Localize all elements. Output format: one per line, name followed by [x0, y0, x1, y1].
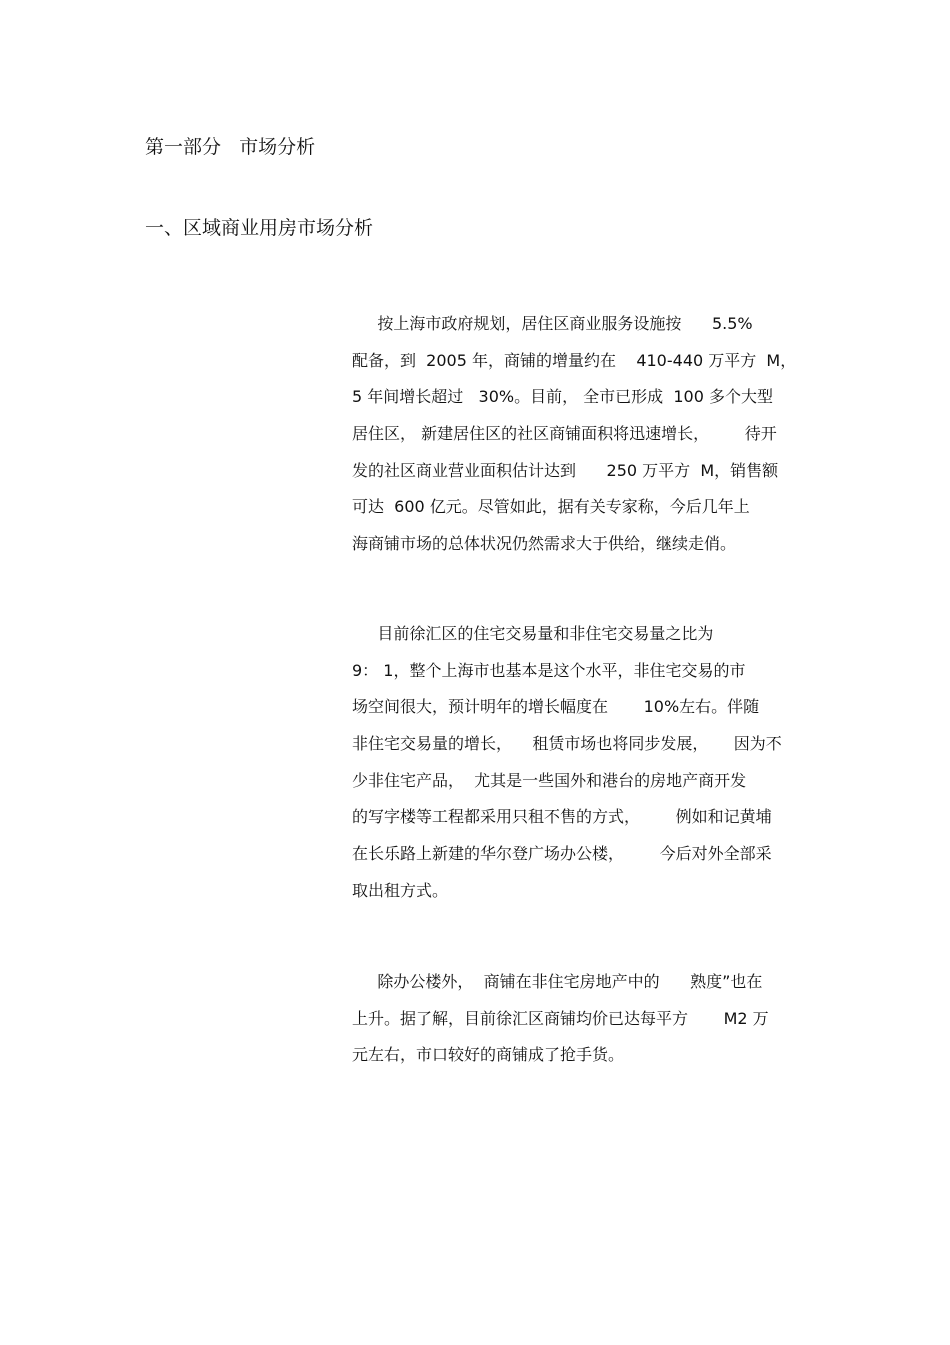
- paragraph-line: 发的社区商业营业面积估计达到 250 万平方 M，销售额: [352, 460, 779, 480]
- part-title: 第一部分 市场分析: [145, 136, 316, 158]
- section-title: 一、区域商业用房市场分析: [145, 217, 374, 239]
- paragraph-line: 场空间很大，预计明年的增长幅度在 10%左右。伴随: [352, 697, 760, 717]
- paragraph-line: 目前徐汇区的住宅交易量和非住宅交易量之比为: [352, 624, 714, 643]
- paragraph-line: 5 年间增长超过 30%。目前， 全市已形成 100 多个大型: [352, 387, 773, 407]
- paragraph-line: 按上海市政府规划，居住区商业服务设施按 5.5%: [352, 314, 753, 333]
- paragraph-line: 非住宅交易量的增长， 租赁市场也将同步发展， 因为不: [352, 734, 782, 754]
- paragraph-line: 取出租方式。: [352, 880, 449, 900]
- paragraph-line: 除办公楼外， 商铺在非住宅房地产中的 熟度”也在: [352, 972, 763, 991]
- paragraph-line: 在长乐路上新建的华尔登广场办公楼， 今后对外全部采: [352, 844, 772, 864]
- paragraph-shop-prices: [352, 970, 812, 1080]
- paragraph-line: 的写字楼等工程都采用只租不售的方式， 例如和记黄埔: [352, 807, 772, 827]
- paragraph-line: 居住区， 新建居住区的社区商铺面积将迅速增长， 待开: [352, 424, 777, 444]
- paragraph-line: 可达 600 亿元。尽管如此，据有关专家称，今后几年上: [352, 497, 750, 517]
- paragraph-xuhui-transactions: [352, 622, 812, 916]
- paragraph-commercial-planning: [352, 312, 812, 569]
- paragraph-line: 元左右，市口较好的商铺成了抢手货。: [352, 1045, 625, 1065]
- paragraph-line: 配备，到 2005 年，商铺的增量约在 410-440 万平方 M，: [352, 350, 797, 370]
- paragraph-line: 少非住宅产品， 尤其是一些国外和港台的房地产商开发: [352, 770, 747, 790]
- paragraph-line: 9： 1，整个上海市也基本是这个水平，非住宅交易的市: [352, 660, 746, 680]
- paragraph-line: 海商铺市场的总体状况仍然需求大于供给，继续走俏。: [352, 534, 737, 554]
- paragraph-line: 上升。据了解，目前徐汇区商铺均价已达每平方 M2 万: [352, 1008, 769, 1028]
